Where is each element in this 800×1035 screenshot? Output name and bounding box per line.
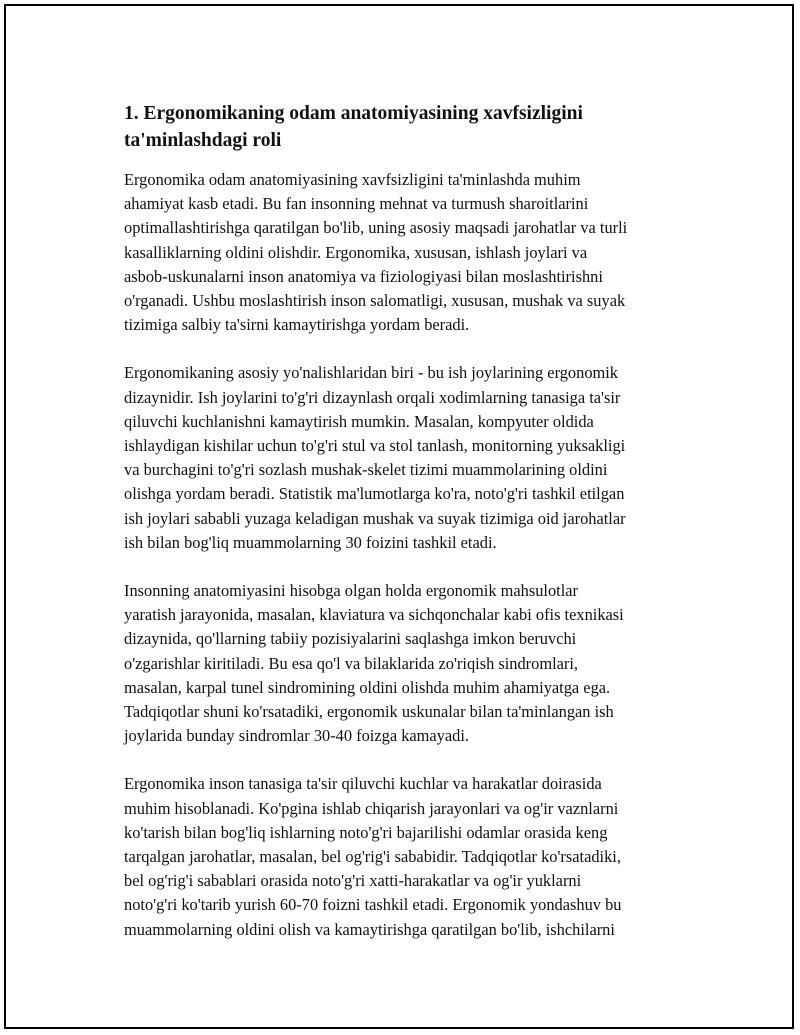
paragraph-line: asbob-uskunalarni inson anatomiya va fiziologiyasi bilan moslashtirishni <box>124 266 603 286</box>
paragraph-line: dizaynida, qo'llarning tabiiy pozisiyalarini saqlashga imkon beruvchi <box>124 629 577 649</box>
paragraph-line: Tadqiqotlar shuni ko'rsatadiki, ergonomik uskunalar bilan ta'minlangan ish <box>124 702 614 722</box>
paragraph-2 <box>124 361 694 555</box>
paragraph-line: tarqalgan jarohatlar, masalan, bel og'rig'i sababidir. Tadqiqotlar ko'rsatadiki, <box>124 847 621 867</box>
paragraph-line: qiluvchi kuchlanishni kamaytirish mumkin. Masalan, kompyuter oldida <box>124 411 594 431</box>
paragraph-line: muammolarning oldini olish va kamaytirishga qaratilgan bo'lib, ishchilarni <box>124 919 615 939</box>
page-frame <box>4 4 794 1029</box>
paragraph-line: bel og'rig'i sabablari orasida noto'g'ri xatti-harakatlar va og'ir yuklarni <box>124 871 582 891</box>
paragraph-line: o'rganadi. Ushbu moslashtirish inson salomatligi, xususan, mushak va suyak <box>124 291 626 311</box>
paragraph-1 <box>124 168 694 337</box>
paragraph-line: ishlaydigan kishilar uchun to'g'ri stul va stol tanlash, monitorning yuksakligi <box>124 436 626 456</box>
paragraph-line: va burchagini to'g'ri sozlash mushak-skelet tizimi muammolarining oldini <box>124 460 608 480</box>
paragraph-line: ahamiyat kasb etadi. Bu fan insonning mehnat va turmush sharoitlarini <box>124 194 589 214</box>
paragraph-line: Insonning anatomiyasini hisobga olgan holda ergonomik mahsulotlar <box>124 581 579 601</box>
paragraph-line: yaratish jarayonida, masalan, klaviatura va sichqonchalar kabi ofis texnikasi <box>124 605 624 625</box>
paragraph-line: joylarida bunday sindromlar 30-40 foizga kamayadi. <box>124 726 470 746</box>
paragraph-line: ish joylari sababli yuzaga keladigan mushak va suyak tizimiga oid jarohatlar <box>124 508 626 528</box>
paragraph-line: Ergonomika odam anatomiyasining xavfsizligini ta'minlashda muhim <box>124 170 581 189</box>
paragraph-line: olishga yordam beradi. Statistik ma'lumotlarga ko'ra, noto'g'ri tashkil etilgan <box>124 484 625 504</box>
paragraph-line: Ergonomikaning asosiy yo'nalishlaridan biri - bu ish joylarining ergonomik <box>124 363 619 383</box>
paragraph-line: kasalliklarning oldini olishdir. Ergonomika, xususan, ishlash joylari va <box>124 242 588 262</box>
paragraph-4 <box>124 772 694 941</box>
paragraph-line: ko'tarish bilan bog'liq ishlarning noto'g'ri bajarilishi odamlar orasida keng <box>124 822 608 842</box>
section-heading <box>124 100 694 154</box>
paragraph-line: masalan, karpal tunel sindromining oldini olishda muhim ahamiyatga ega. <box>124 677 611 697</box>
paragraph-line: noto'g'ri ko'tarib yurish 60-70 foizni tashkil etadi. Ergonomik yondashuv bu <box>124 895 622 915</box>
paragraph-line: ish bilan bog'liq muammolarning 30 foizini tashkil etadi. <box>124 532 497 552</box>
paragraph-3 <box>124 579 694 748</box>
paragraph-line: o'zgarishlar kiritiladi. Bu esa qo'l va bilaklarida zo'riqish sindromlari, <box>124 653 579 673</box>
heading-line: 1. Ergonomikaning odam anatomiyasining xavfsizligini <box>124 103 583 124</box>
paragraph-line: dizaynidir. Ish joylarini to'g'ri dizaynlash orqali xodimlarning tanasiga ta'sir <box>124 387 621 407</box>
document-body <box>124 100 694 966</box>
paragraph-line: tizimiga salbiy ta'sirni kamaytirishga yordam beradi. <box>124 315 470 335</box>
paragraph-line: muhim hisoblanadi. Ko'pgina ishlab chiqarish jarayonlari va og'ir vaznlarni <box>124 798 619 818</box>
heading-line: ta'minlashdagi roli <box>124 130 282 151</box>
paragraph-line: optimallashtirishga qaratilgan bo'lib, uning asosiy maqsadi jarohatlar va turli <box>124 218 628 238</box>
paragraph-line: Ergonomika inson tanasiga ta'sir qiluvchi kuchlar va harakatlar doirasida <box>124 774 602 794</box>
